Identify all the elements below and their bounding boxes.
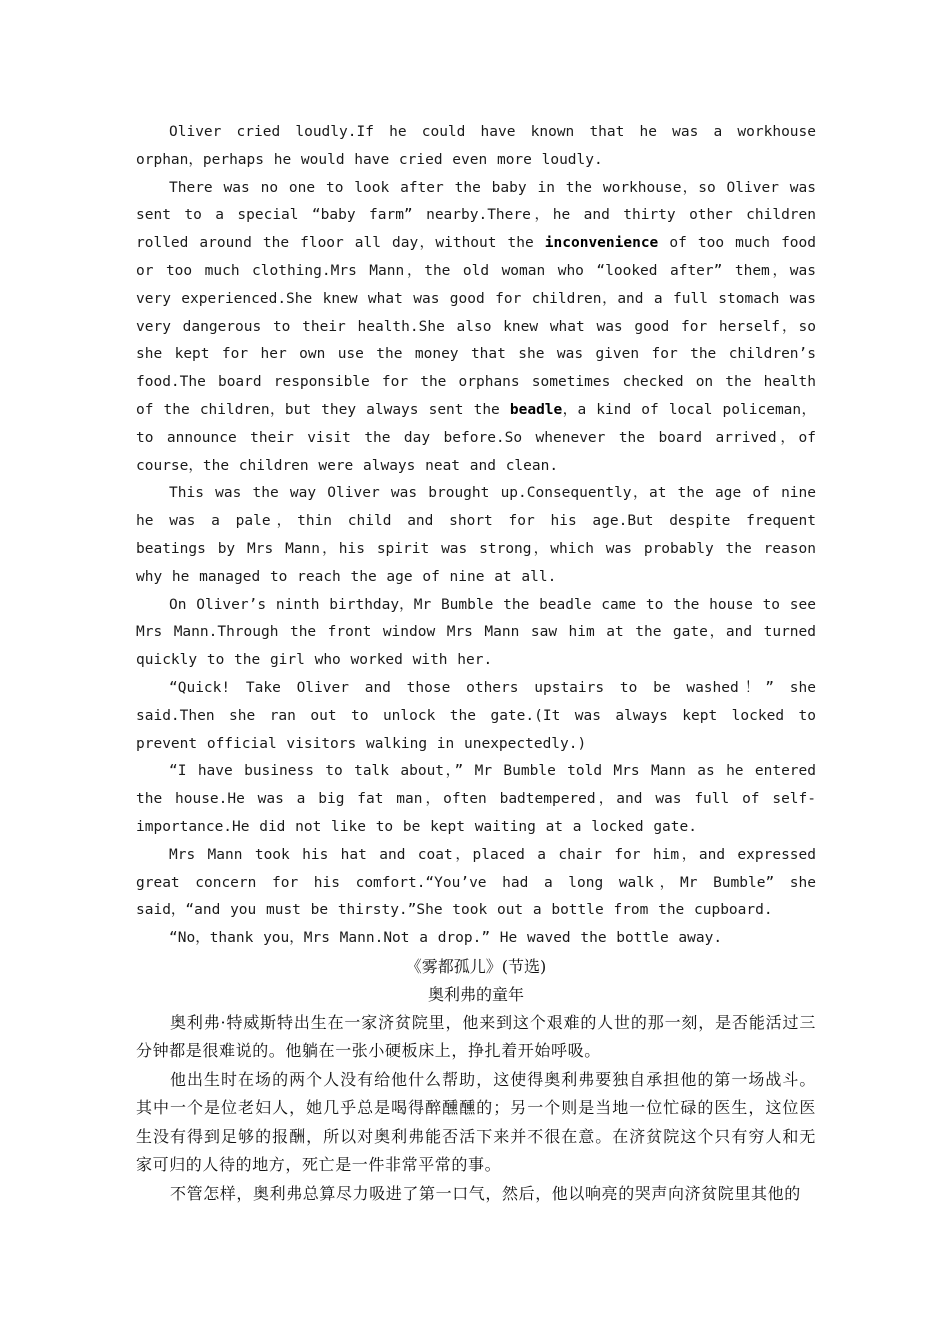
english-paragraph-6: “I have business to talk about，” Mr Bumble told Mrs Mann as he entered the house.He was a big fat man，often badtempered，and was full of self-importance.He did not like to be kept waiting at a locked gate. <box>136 763 816 835</box>
paragraph-2-text-a: There was no one to look after the baby in the workhouse，so Oliver was sent to a special “baby farm” nearby.There，he and thirty other children rolled around the floor all day，without the <box>136 179 816 252</box>
translation-chapter-title: 奥利弗的童年 <box>427 984 524 1004</box>
translation-paragraph-1: 奥利弗·特威斯特出生在一家济贫院里，他来到这个艰难的人世的那一刻，是否能活过三分钟都是很难说的。他躺在一张小硬板床上，挣扎着开始呼吸。 <box>136 1012 816 1061</box>
paragraph-2-text-c: ，a kind of local policeman，to announce their visit the day before.So whenever the board arrived，of course，the children were always neat and clean. <box>136 401 816 474</box>
vocab-beadle: beadle <box>509 401 563 418</box>
english-paragraph-3: This was the way Oliver was brought up.Consequently，at the age of nine he was a pale，thin child and short for his age.But despite frequent beatings by Mrs Mann，his spirit was strong，which was probably the reason why he managed to reach the age of nine at all. <box>136 485 816 585</box>
english-paragraph-7: Mrs Mann took his hat and coat，placed a chair for him，and expressed great concern for his comfort.“You’ve had a long walk，Mr Bumble” she said，“and you must be thirsty.”She took out a bottle from the cupboard. <box>136 846 816 919</box>
translation-paragraph-3: 不管怎样，奥利弗总算尽力吸进了第一口气，然后，他以响亮的哭声向济贫院里其他的 <box>170 1183 801 1203</box>
translation-book-title: 《雾都孤儿》(节选) <box>405 956 547 976</box>
document-page <box>136 119 816 1208</box>
english-paragraph-5: “Quick! Take Oliver and those others upstairs to be washed！” she said.Then she ran out to unlock the gate.(It was always kept locked to prevent official visitors walking in unexpectedly.) <box>136 679 816 752</box>
english-paragraph-8: “No，thank you，Mrs Mann.Not a drop.” He waved the bottle away. <box>169 930 723 947</box>
vocab-inconvenience: inconvenience <box>544 235 659 252</box>
paragraph-2-text-b: of too much food or too much clothing.Mrs Mann，the old woman who “looked after” them，was very experienced.She knew what was good for children，and a full stomach was very dangerous to their health.She also knew what was good for herself，so she kept for her own use the money that she was given for the children’s food.The board responsible for the orphans sometimes checked on the health of the children，but they always sent the <box>136 235 816 418</box>
english-paragraph-1: Oliver cried loudly.If he could have known that he was a workhouse orphan，perhaps he would have cried even more loudly. <box>136 124 816 168</box>
english-paragraph-2 <box>136 175 816 481</box>
english-paragraph-4: On Oliver’s ninth birthday，Mr Bumble the beadle came to the house to see Mrs Mann.Through the front window Mrs Mann saw him at the gate，and turned quickly to the girl who worked with her. <box>136 596 816 669</box>
translation-paragraph-2: 他出生时在场的两个人没有给他什么帮助，这使得奥利弗要独自承担他的第一场战斗。其中一个是位老妇人，她几乎总是喝得醉醺醺的；另一个则是当地一位忙碌的医生，这位医生没有得到足够的报酬，所以对奥利弗能否活下来并不很在意。在济贫院这个只有穷人和无家可归的人待的地方，死亡是一件非常平常的事。 <box>136 1069 816 1175</box>
